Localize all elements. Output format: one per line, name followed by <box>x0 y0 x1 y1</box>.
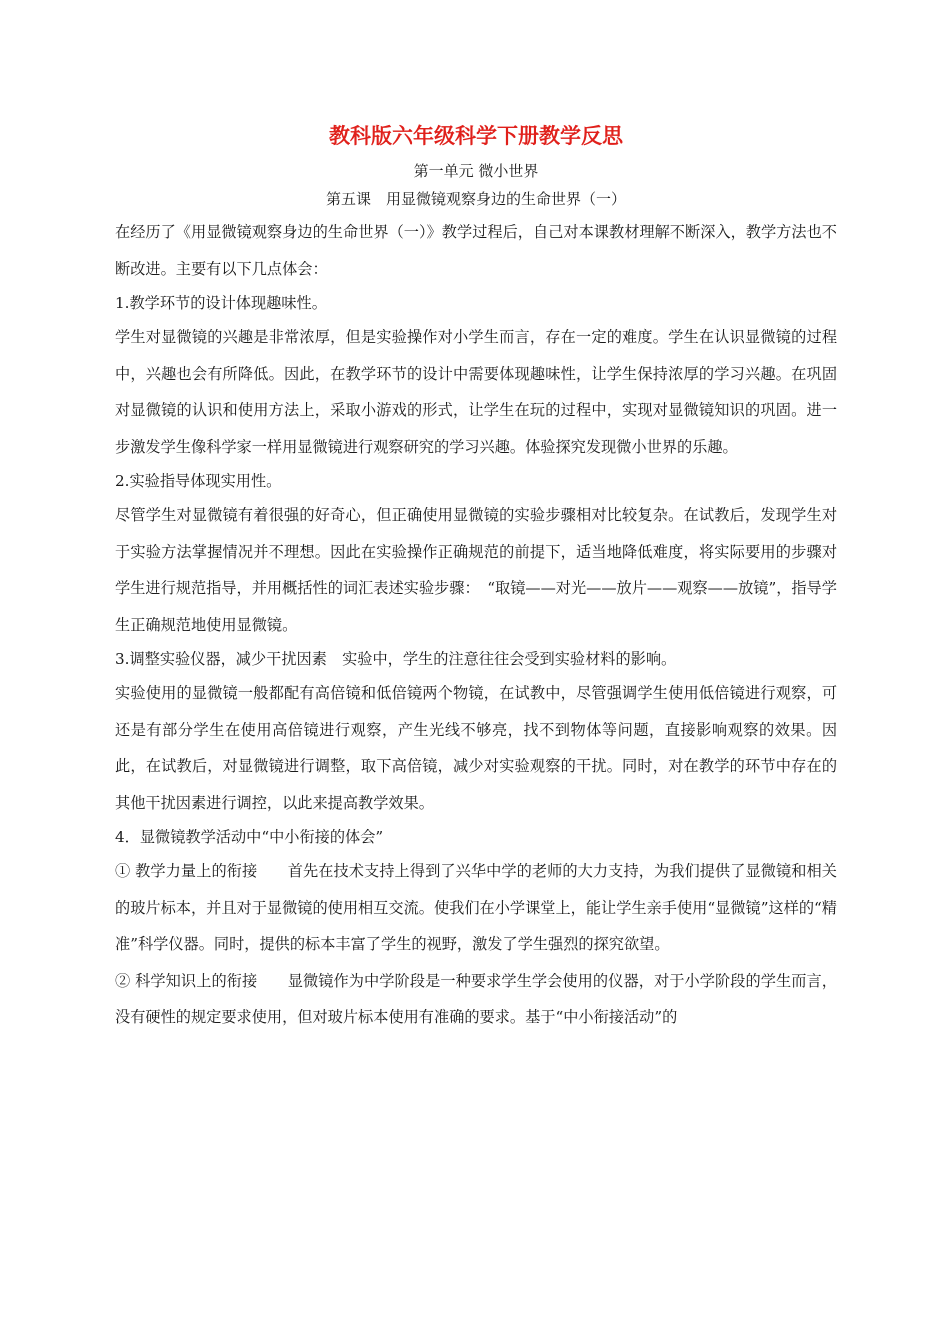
document-page <box>115 118 837 1036</box>
section-paragraph-3: 实验使用的显微镜一般都配有高倍镜和低倍镜两个物镜，在试教中，尽管强调学生使用低倍镜进行观察，可还是有部分学生在使用高倍镜进行观察，产生光线不够亮，找不到物体等问题，直接影响观察的效果。因此，在试教后，对显微镜进行调整，取下高倍镜，减少对实验观察的干扰。同时，对在教学的环节中存在的其他干扰因素进行调控，以此来提高教学效果。 <box>115 684 837 812</box>
section-paragraph-1: 学生对显微镜的兴趣是非常浓厚，但是实验操作对小学生而言，存在一定的难度。学生在认识显微镜的过程中，兴趣也会有所降低。因此，在教学环节的设计中需要体现趣味性，让学生保持浓厚的学习兴趣。在巩固对显微镜的认识和使用方法上，采取小游戏的形式，让学生在玩的过程中，实现对显微镜知识的巩固。进一步激发学生像科学家一样用显微镜进行观察研究的学习兴趣。体验探究发现微小世界的乐趣。 <box>115 328 837 456</box>
lesson-heading: 第五课 用显微镜观察身边的生命世界（一） <box>325 190 626 208</box>
intro-paragraph: 在经历了《用显微镜观察身边的生命世界（一）》教学过程后，自己对本课教材理解不断深入，教学方法也不断改进。主要有以下几点体会： <box>115 223 837 278</box>
section-heading-2: 2.实验指导体现实用性。 <box>115 472 282 490</box>
document-body <box>115 214 837 1036</box>
section-paragraph-4b: ② 科学知识上的衔接 显微镜作为中学阶段是一种要求学生学会使用的仪器，对于小学阶段的学生而言，没有硬性的规定要求使用，但对玻片标本使用有准确的要求。基于“中小衔接活动”的 <box>115 971 837 1026</box>
section-heading-4: 4．显微镜教学活动中“中小衔接的体会” <box>115 828 384 846</box>
document-title: 教科版六年级科学下册教学反思 <box>329 123 623 148</box>
unit-heading: 第一单元 微小世界 <box>413 162 539 180</box>
section-paragraph-2: 尽管学生对显微镜有着很强的好奇心，但正确使用显微镜的实验步骤相对比较复杂。在试教后，发现学生对于实验方法掌握情况并不理想。因此在实验操作正确规范的前提下，适当地降低难度，将实际要用的步骤对学生进行规范指导，并用概括性的词汇表述实验步骤： “取镜——对光——放片——观察——放镜”，指导学生正确规范地使用显微镜。 <box>115 506 837 634</box>
section-paragraph-4a: ① 教学力量上的衔接 首先在技术支持上得到了兴华中学的老师的大力支持，为我们提供了显微镜和相关的玻片标本，并且对于显微镜的使用相互交流。使我们在小学课堂上，能让学生亲手使用“显微镜”这样的“精准”科学仪器。同时，提供的标本丰富了学生的视野，激发了学生强烈的探究欲望。 <box>115 862 837 953</box>
section-heading-1: 1.教学环节的设计体现趣味性。 <box>115 294 327 312</box>
section-heading-3: 3.调整实验仪器，减少干扰因素 实验中，学生的注意往往会受到实验材料的影响。 <box>115 650 677 668</box>
